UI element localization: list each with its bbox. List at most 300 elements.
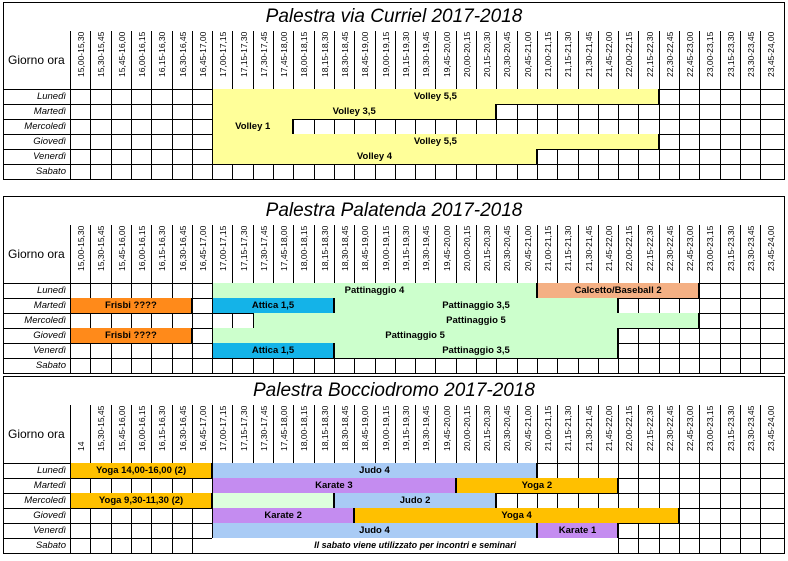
activity-block[interactable]: Volley 3,5 [212,104,496,119]
time-cell [638,298,658,313]
time-cell [659,463,679,478]
time-cell [659,343,679,358]
time-column-header [212,405,233,463]
activity-block[interactable]: Pattinaggio 5 [212,328,618,343]
activity-block[interactable]: Karate 2 [212,508,354,523]
time-cell [638,343,658,358]
time-cell [90,134,110,149]
activity-block[interactable]: Volley 5,5 [212,134,659,149]
time-cell [111,508,131,523]
time-cell [496,358,516,373]
time-slot-label: 15,30-15,45 [96,31,107,77]
time-column-header [70,405,91,463]
time-column-header [314,225,335,283]
time-cell [760,508,780,523]
time-cell [720,164,740,179]
time-column-header [557,225,578,283]
time-cell [90,478,110,493]
time-cell [740,104,760,119]
time-cell [679,134,699,149]
time-slot-label: 20,30-20,45 [502,225,513,271]
time-slot-label: 20,15-20,30 [482,31,493,77]
activity-block[interactable]: Calcetto/Baseball 2 [537,283,699,298]
time-slot-label: 23,30-23,45 [746,405,757,451]
time-cell [659,328,679,343]
time-cell [111,313,131,328]
time-column-header [740,31,761,89]
time-cell [557,104,577,119]
activity-block[interactable]: Yoga 2 [456,478,618,493]
time-cell [253,164,273,179]
day-row [3,538,785,554]
time-slot-label: 23,15-23,30 [725,225,736,271]
time-column-header [720,225,741,283]
time-cell [90,164,110,179]
time-slot-label: 22,15-22,30 [644,405,655,451]
time-column-header [557,31,578,89]
time-slot-label: 19,15-19,30 [400,31,411,77]
time-cell [659,164,679,179]
day-label: Mercoledì [24,121,66,132]
time-column-header [293,225,314,283]
time-cell [517,119,537,134]
time-slot-label: 21,00-21,15 [543,225,554,271]
time-column-header [334,405,355,463]
time-cell [557,358,577,373]
time-column-header [90,31,111,89]
time-cell [111,343,131,358]
day-label: Venerdì [33,345,66,356]
time-slot-label: 16,45-17,00 [197,225,208,271]
time-slot-label: 22,00-22,15 [624,31,635,77]
time-cell [720,298,740,313]
time-slot-label: 19,00-19,15 [380,225,391,271]
day-label: Martedì [33,480,66,491]
activity-block[interactable]: Attica 1,5 [212,343,334,358]
time-cell [172,149,192,164]
time-slot-label: 21,45-22,00 [603,225,614,271]
time-cell [720,478,740,493]
time-column-header [720,405,741,463]
time-column-header [212,31,233,89]
time-column-header [638,225,659,283]
time-cell [699,313,719,328]
time-slot-label: 15,00-15,30 [76,31,87,77]
time-cell [314,164,334,179]
time-cell [192,89,212,104]
time-column-header [212,225,233,283]
day-label: Lunedì [36,91,66,102]
schedule-table [3,376,785,553]
time-column-header [232,31,253,89]
time-cell [172,358,192,373]
time-cell [131,313,151,328]
table-title: Palestra via Curriel 2017-2018 [3,2,785,32]
time-cell [740,463,760,478]
time-cell [638,478,658,493]
time-slot-label: 16,45-17,00 [197,31,208,77]
time-cell [131,508,151,523]
time-cell [334,119,354,134]
time-column-header [151,405,172,463]
time-slot-label: 18,30-18,45 [340,225,351,271]
time-slot-label: 18,00-18,15 [299,225,310,271]
time-cell [172,478,192,493]
time-cell [699,478,719,493]
time-column-header [232,225,253,283]
activity-block[interactable]: Judo 2 [334,493,496,508]
time-cell [273,358,293,373]
time-cell [740,89,760,104]
day-label: Lunedì [36,465,66,476]
time-cell [598,463,618,478]
time-slot-label: 18,30-18,45 [340,31,351,77]
time-cell [517,358,537,373]
time-cell [172,313,192,328]
time-slot-label: 18,00-18,15 [299,405,310,451]
activity-block[interactable]: Yoga 4 [354,508,679,523]
time-cell [720,358,740,373]
activity-block[interactable]: Judo 4 [212,523,537,538]
time-cell [192,104,212,119]
time-column-header [517,405,538,463]
day-row [3,328,785,344]
time-cell [151,313,171,328]
time-cell [720,508,740,523]
time-cell [760,134,780,149]
time-slot-label: 20,00-20,15 [461,405,472,451]
time-cell [740,478,760,493]
time-slot-label: 23,45-24,00 [766,31,777,77]
time-cell [740,313,760,328]
time-slot-label: 22,30-22,45 [664,31,675,77]
time-column-header [415,405,436,463]
activity-block[interactable]: Pattinaggio 4 [212,283,537,298]
activity-block[interactable]: Volley 4 [212,149,537,164]
time-cell [578,358,598,373]
time-column-header [638,31,659,89]
time-cell [517,104,537,119]
activity-block[interactable]: Yoga 9,30-11,30 (2) [70,493,212,508]
time-cell [578,493,598,508]
day-row [3,523,785,539]
activity-block[interactable]: Frisbi ???? [70,298,192,313]
time-column-header [415,225,436,283]
time-column-header [172,225,193,283]
time-cell [212,164,232,179]
time-slot-label: 21,15-21,30 [563,31,574,77]
activity-block[interactable]: Yoga 14,00-16,00 (2) [70,463,212,478]
day-label: Mercoledì [24,495,66,506]
activity-block[interactable] [212,493,334,508]
time-cell [172,523,192,538]
time-cell [232,358,252,373]
time-column-header [720,31,741,89]
time-cell [618,149,638,164]
time-cell [435,119,455,134]
time-column-header [557,405,578,463]
time-cell [618,463,638,478]
time-slot-label: 20,30-20,45 [502,405,513,451]
time-cell [720,328,740,343]
time-slot-label: 16,45-17,00 [197,405,208,451]
day-label: Sabato [35,360,66,371]
time-column-header [273,225,294,283]
time-slot-label: 22,00-22,15 [624,405,635,451]
time-cell [618,164,638,179]
time-column-header [598,405,619,463]
time-cell [720,149,740,164]
time-cell [557,164,577,179]
time-column-header [679,405,700,463]
time-column-header [273,405,294,463]
activity-block[interactable]: Pattinaggio 3,5 [334,298,618,313]
time-slot-label: 19,45-20,00 [441,405,452,451]
time-column-header [638,405,659,463]
day-label: Martedì [33,106,66,117]
time-cell [760,119,780,134]
time-cell [334,358,354,373]
time-cell [740,523,760,538]
day-row [3,89,785,105]
time-cell [415,358,435,373]
time-cell [192,283,212,298]
activity-block[interactable]: Pattinaggio 5 [253,313,700,328]
activity-block[interactable]: Volley 5,5 [212,89,659,104]
time-cell [720,283,740,298]
time-cell [354,119,374,134]
time-cell [70,89,90,104]
time-cell [172,164,192,179]
time-cell [598,164,618,179]
time-slot-label: 18,45-19,00 [360,31,371,77]
time-cell [70,478,90,493]
time-column-header [273,31,294,89]
time-slot-label: 17,00-17,15 [218,405,229,451]
table-title: Palestra Palatenda 2017-2018 [3,196,785,226]
activity-block[interactable]: Judo 4 [212,463,537,478]
time-cell [679,538,699,553]
time-cell [131,164,151,179]
time-cell [476,164,496,179]
time-cell [131,523,151,538]
day-label: Giovedì [33,510,66,521]
day-label: Martedì [33,300,66,311]
time-slot-label: 15,00-15,30 [76,225,87,271]
time-column-header [172,405,193,463]
schedule-table [3,196,785,373]
time-cell [192,343,212,358]
time-column-header [395,405,416,463]
time-cell [638,523,658,538]
time-column-header [334,225,355,283]
time-cell [638,164,658,179]
time-slot-label: 22,45-23,00 [685,31,696,77]
time-cell [659,298,679,313]
time-cell [395,164,415,179]
time-slot-label: 20,45-21,00 [522,225,533,271]
time-cell [131,478,151,493]
activity-block[interactable]: Frisbi ???? [70,328,192,343]
time-slot-label: 22,45-23,00 [685,225,696,271]
day-row [3,283,785,299]
time-cell [618,343,638,358]
time-cell [517,164,537,179]
time-cell [760,523,780,538]
activity-block[interactable]: Volley 1 [212,119,293,134]
time-cell [90,358,110,373]
activity-block[interactable]: Pattinaggio 3,5 [334,343,618,358]
time-cell [111,89,131,104]
time-column-header [293,405,314,463]
time-slot-label: 19,30-19,45 [421,225,432,271]
time-slot-label: 21,00-21,15 [543,405,554,451]
time-column-header [375,31,396,89]
time-cell [496,164,516,179]
time-slot-label: 19,00-19,15 [380,31,391,77]
time-cell [557,463,577,478]
time-column-header [618,405,639,463]
activity-block[interactable]: Attica 1,5 [212,298,334,313]
time-cell [618,538,638,553]
time-cell [537,463,557,478]
time-slot-label: 23,15-23,30 [725,405,736,451]
time-cell [253,358,273,373]
time-cell [111,538,131,553]
time-column-header [537,225,558,283]
time-column-header [354,225,375,283]
time-column-header [375,225,396,283]
time-column-header [435,31,456,89]
time-cell [131,538,151,553]
time-cell [131,149,151,164]
time-cell [760,358,780,373]
time-slot-label: 22,00-22,15 [624,225,635,271]
time-column-header [578,31,599,89]
time-cell [699,358,719,373]
day-row [3,298,785,314]
time-cell [90,283,110,298]
time-cell [537,104,557,119]
time-slot-label: 18,15-18,30 [319,405,330,451]
time-slot-label: 22,45-23,00 [685,405,696,451]
time-column-header [537,405,558,463]
time-slot-label: 19,30-19,45 [421,31,432,77]
day-row [3,149,785,165]
time-slot-label: 16,15-16,30 [157,225,168,271]
day-row [3,313,785,329]
time-cell [598,493,618,508]
day-row [3,134,785,150]
activity-block[interactable]: Karate 1 [537,523,618,538]
time-column-header [131,225,152,283]
time-slot-label: 23,45-24,00 [766,405,777,451]
time-cell [212,358,232,373]
time-cell [659,104,679,119]
time-cell [192,538,212,553]
time-cell [517,493,537,508]
time-cell [760,164,780,179]
time-slot-label: 23,45-24,00 [766,225,777,271]
time-column-header [192,405,213,463]
time-cell [476,119,496,134]
time-slot-label: 20,30-20,45 [502,31,513,77]
time-cell [638,358,658,373]
time-column-header [334,31,355,89]
time-slot-label: 21,30-21,45 [583,225,594,271]
time-slot-label: 20,45-21,00 [522,31,533,77]
time-cell [90,538,110,553]
time-slot-label: 21,45-22,00 [603,31,614,77]
activity-block[interactable]: Karate 3 [212,478,456,493]
time-column-header [476,31,497,89]
time-slot-label: 17,45-18,00 [279,405,290,451]
time-cell [111,149,131,164]
time-cell [679,89,699,104]
time-cell [699,298,719,313]
time-cell [740,538,760,553]
time-column-header [314,405,335,463]
day-row [3,343,785,359]
time-cell [151,119,171,134]
time-cell [638,538,658,553]
day-row [3,164,785,180]
time-cell [699,149,719,164]
time-cell [131,134,151,149]
giorno-ora-label: Giorno ora [8,53,65,67]
time-cell [192,134,212,149]
time-cell [192,358,212,373]
time-cell [537,149,557,164]
day-row [3,104,785,120]
time-cell [760,493,780,508]
time-cell [151,508,171,523]
time-cell [70,283,90,298]
time-cell [679,463,699,478]
time-cell [679,523,699,538]
time-slot-label: 19,15-19,30 [400,405,411,451]
time-cell [375,164,395,179]
time-cell [760,104,780,119]
time-column-header [354,31,375,89]
time-cell [659,358,679,373]
time-column-header [354,405,375,463]
time-cell [720,493,740,508]
time-slot-label: 15,45-16,00 [116,405,127,451]
time-cell [172,119,192,134]
time-cell [699,508,719,523]
time-cell [740,164,760,179]
time-cell [679,164,699,179]
time-column-header [618,225,639,283]
time-cell [740,134,760,149]
time-slot-label: 18,15-18,30 [319,225,330,271]
time-cell [151,523,171,538]
time-cell [679,298,699,313]
time-column-header [618,31,639,89]
day-label: Giovedì [33,136,66,147]
time-column-header [699,405,720,463]
time-slot-label: 23,00-23,15 [705,225,716,271]
time-cell [70,313,90,328]
time-cell [638,328,658,343]
time-cell [598,358,618,373]
time-cell [638,149,658,164]
time-column-header [699,225,720,283]
time-cell [314,119,334,134]
time-column-header [760,405,781,463]
time-slot-label: 15,30-15,45 [96,405,107,451]
